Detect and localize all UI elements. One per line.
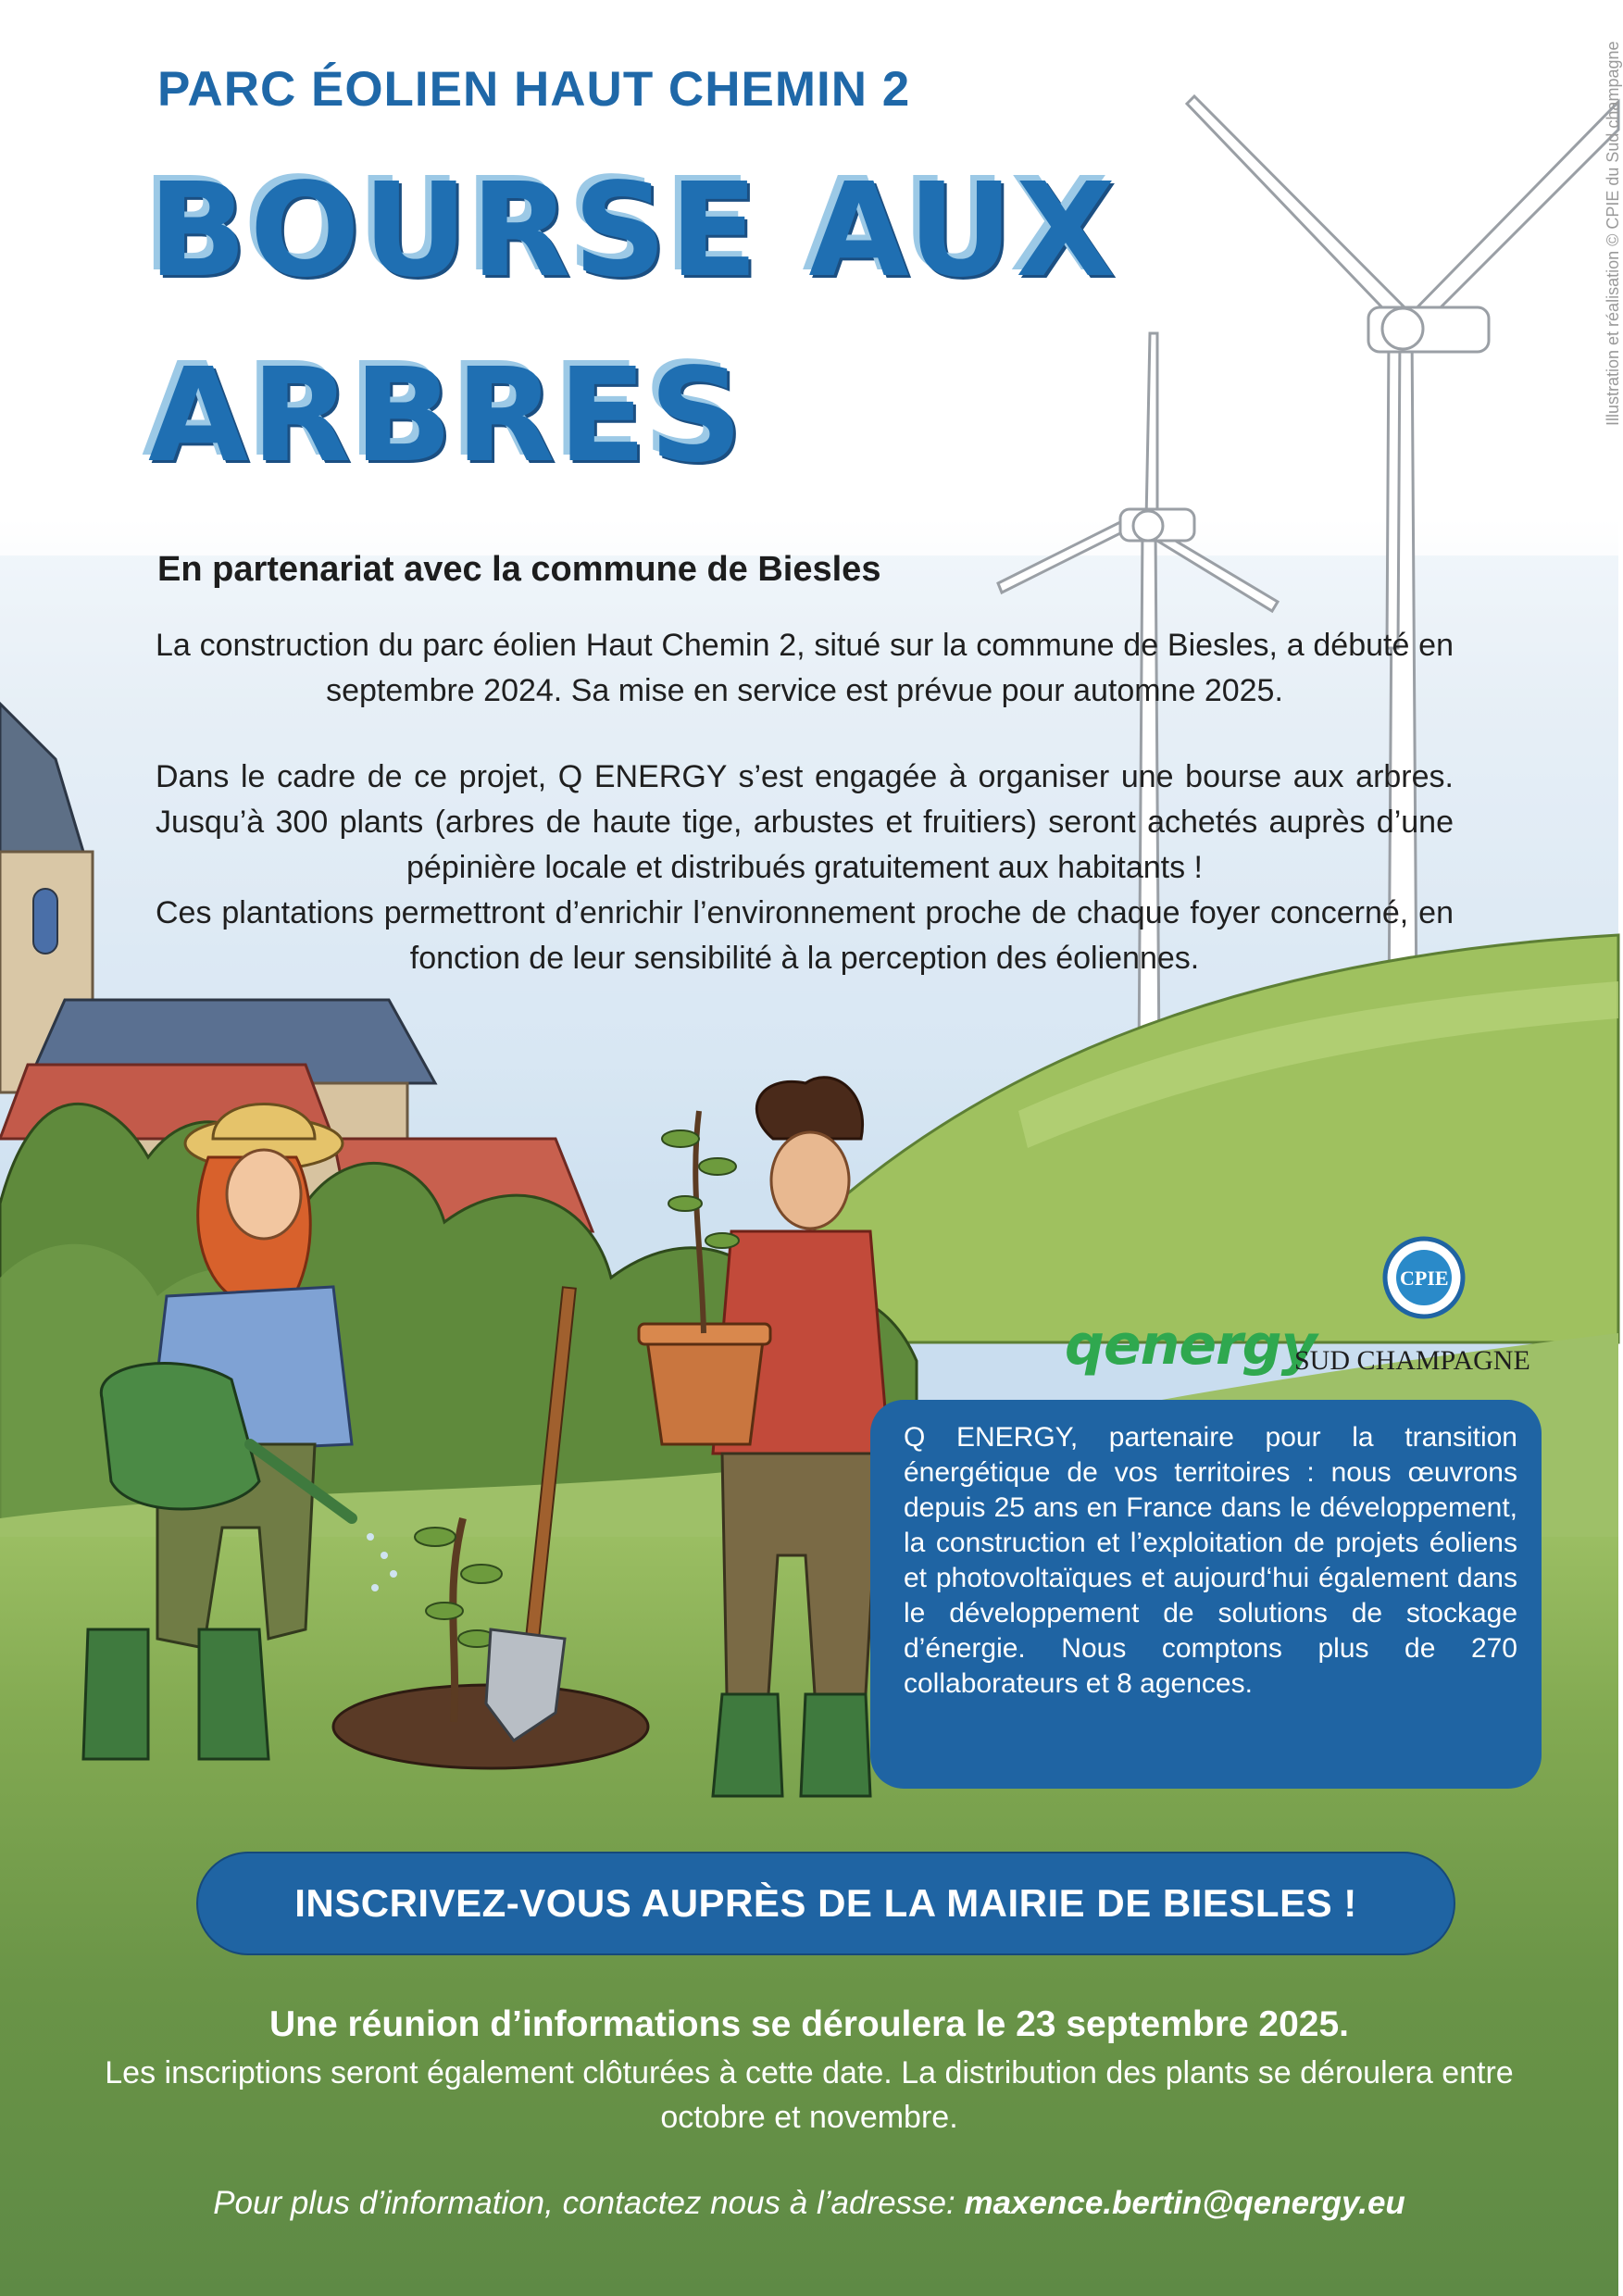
illustration-credit: Illustration et réalisation © CPIE du Sud champagne: [1604, 41, 1622, 426]
meeting-details: Les inscriptions seront également clôturées à cette date. La distribution des plants se déroulera entre octobre et novembre.: [105, 2055, 1514, 2135]
title-line-1: BOURSE AUX: [148, 156, 1119, 306]
project-name: PARC ÉOLIEN HAUT CHEMIN 2: [157, 62, 911, 117]
intro-paragraph-3: Ces plantations permettront d’enrichir l’environnement proche de chaque foyer concerné, en fonction de leur sensibilité à la perception des éoliennes.: [156, 895, 1454, 976]
contact-prefix: Pour plus d’information, contactez nous à l’adresse:: [213, 2185, 965, 2221]
title-line-2: ARBRES: [148, 341, 746, 492]
meeting-headline: Une réunion d’informations se déroulera le 23 septembre 2025.: [268, 2004, 1350, 2044]
registration-banner-label: INSCRIVEZ-VOUS AUPRÈS DE LA MAIRIE DE BIESLES !: [294, 1881, 1357, 1925]
info-box-text: Q ENERGY, partenaire pour la transition énergétique de vos territoires : nous œuvrons depuis 25 ans en France dans le développement, la construction et l’exploitation de projets éoliens et photovoltaïques et aujourd‘hui également dans le développement de solutions de stockage d’énergie. Nous comptons plus de 270 collaborateurs et 8 agences.: [904, 1422, 1517, 1699]
intro-paragraph-2: Dans le cadre de ce projet, Q ENERGY s’est engagée à organiser une bourse aux arbres. Jusqu’à 300 plants (arbres de haute tige, arbustes et fruitiers) seront achetés auprès d’une pépinière locale et distribués gratuitement aux habitants !: [156, 759, 1454, 885]
contact-email-link[interactable]: maxence.bertin@qenergy.eu: [964, 2185, 1405, 2221]
qenergy-logo: qenergy: [1065, 1313, 1317, 1378]
cpie-logo-text: SUD CHAMPAGNE: [1294, 1345, 1530, 1376]
intro-paragraph-1: La construction du parc éolien Haut Chemin 2, situé sur la commune de Biesles, a débuté en septembre 2024. Sa mise en service est prévue pour automne 2025.: [156, 628, 1454, 708]
qenergy-info-box: [870, 1400, 1542, 1789]
registration-banner: [196, 1852, 1455, 1955]
contact-line: [0, 2185, 1618, 2222]
page-title: [148, 139, 1167, 509]
cpie-logo-mark: CPIE: [1400, 1267, 1449, 1290]
partnership-heading: En partenariat avec la commune de Biesles: [157, 550, 881, 589]
